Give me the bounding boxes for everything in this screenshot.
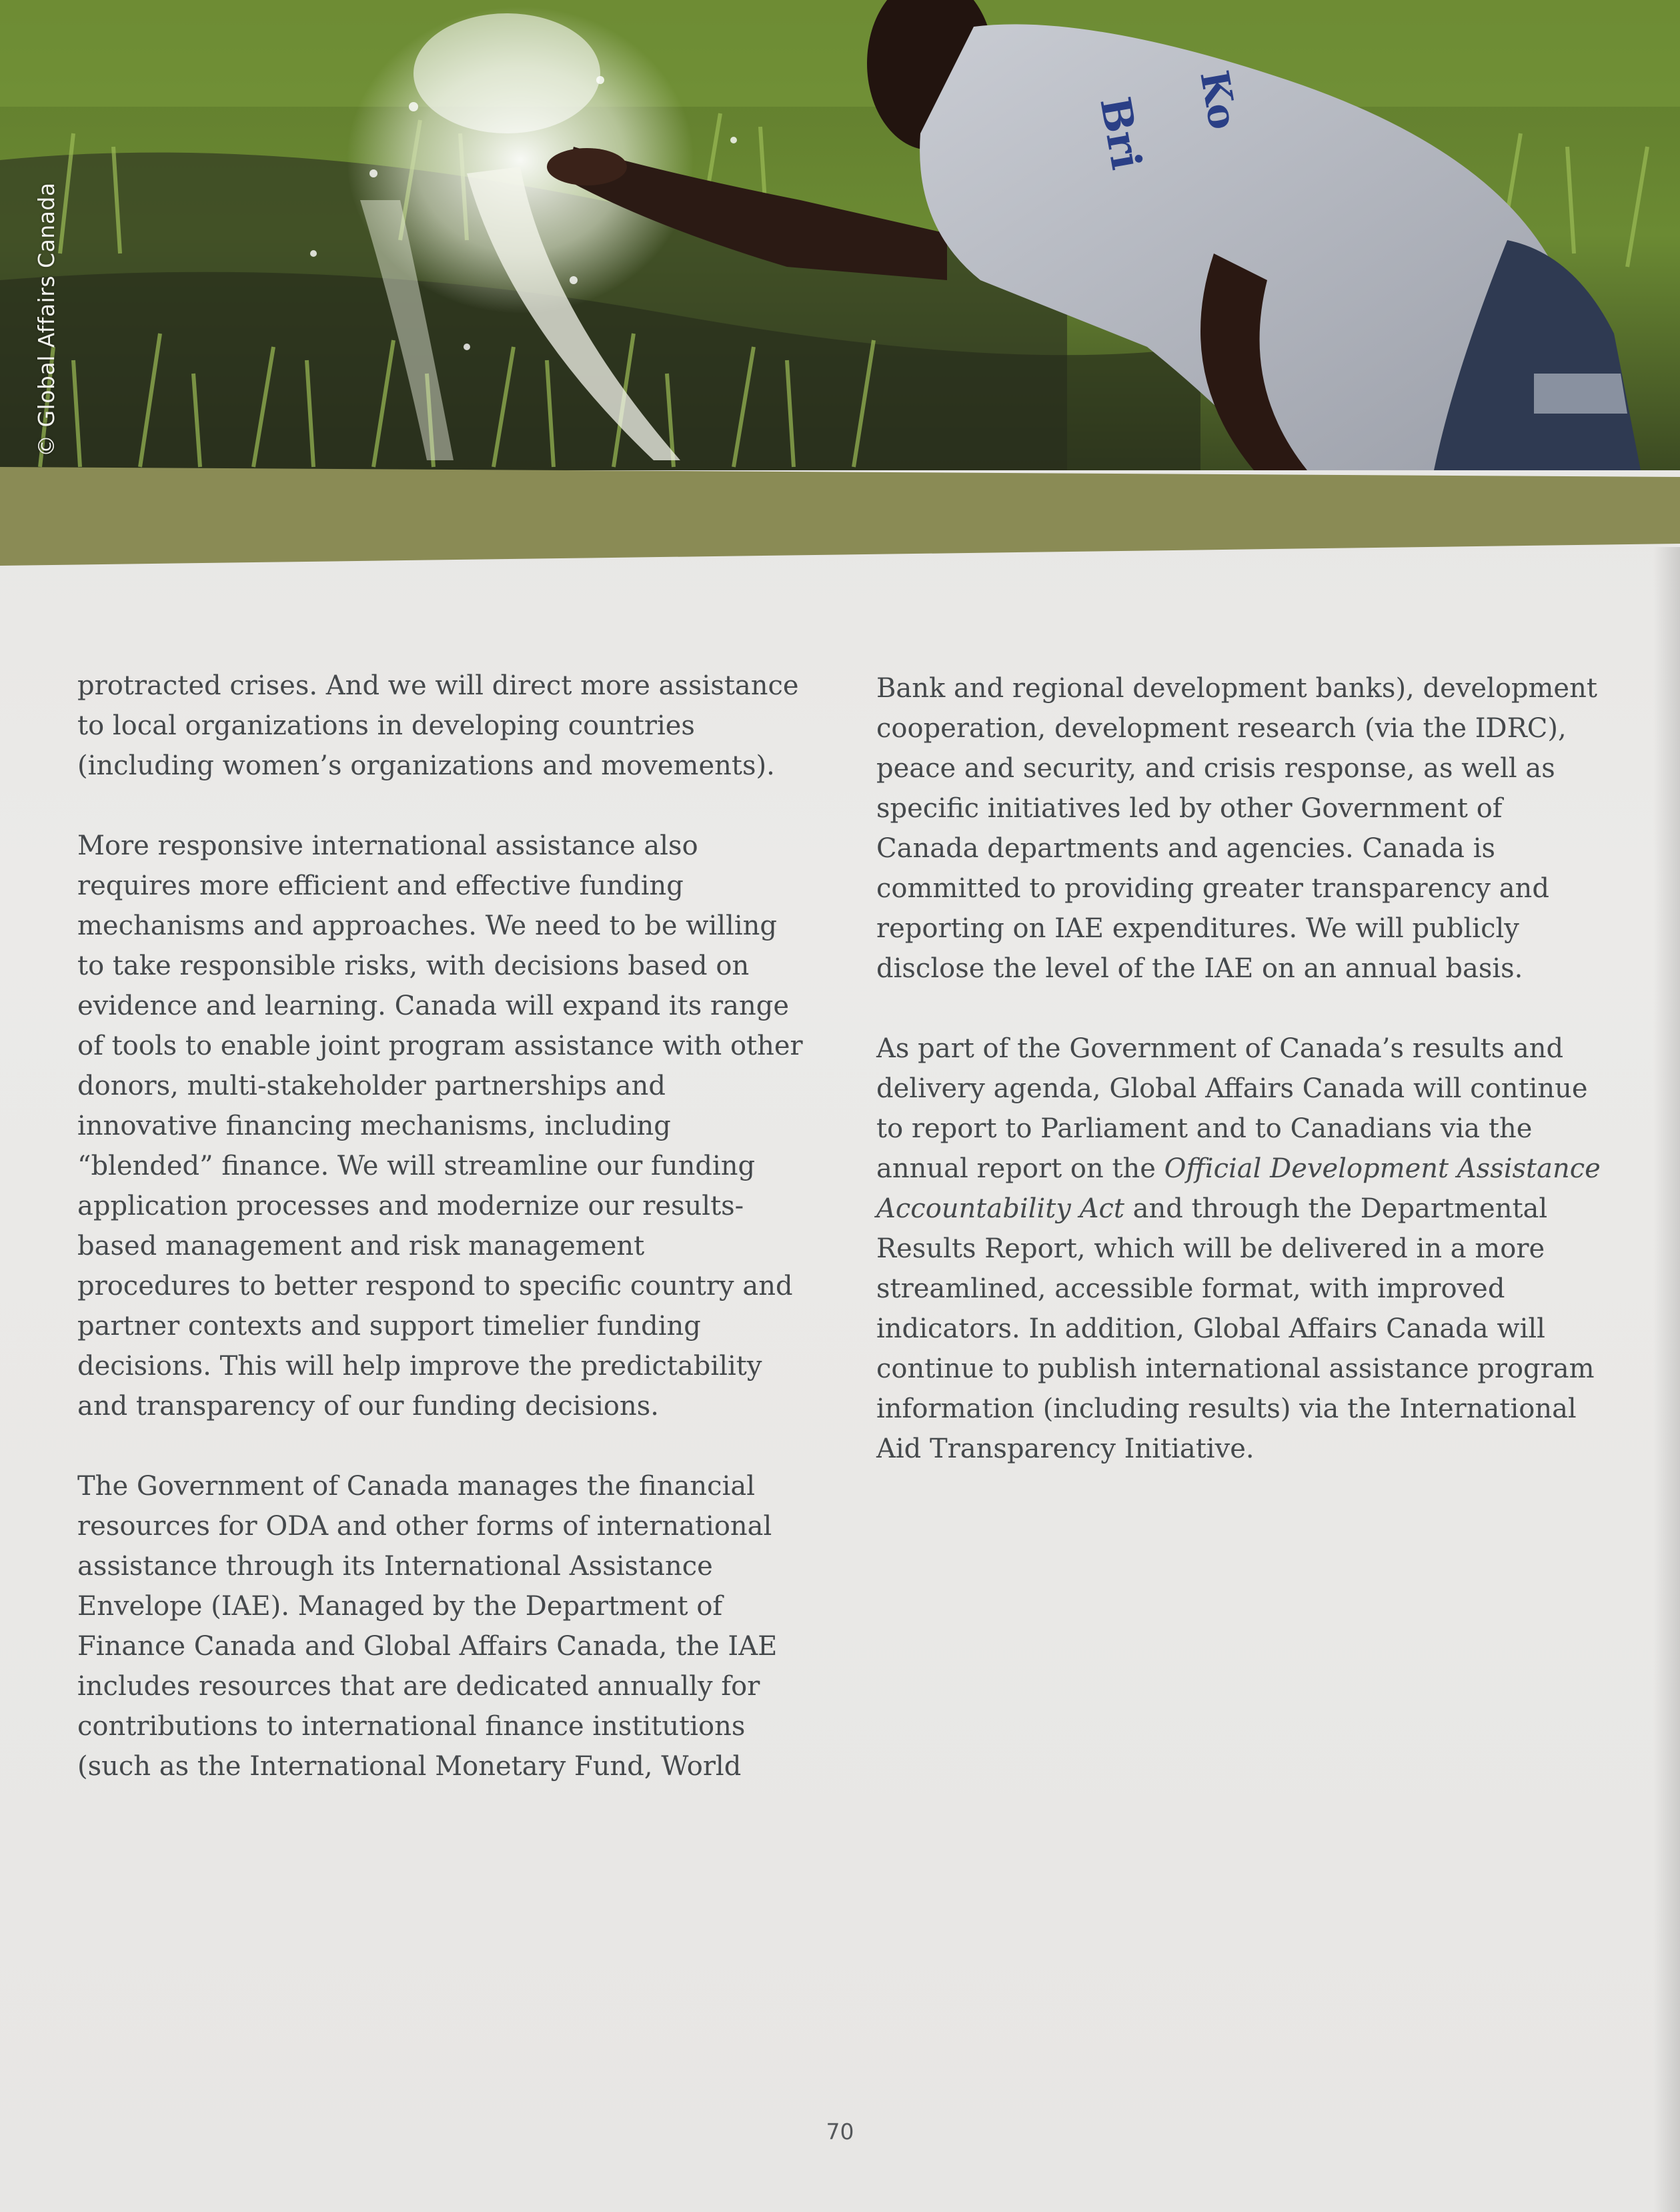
left-column	[77, 666, 804, 1826]
paragraph: The Government of Canada manages the financial resources for ODA and other forms of international assistance through its International Assistance Envelope (IAE). Managed by the Department of Finance Canada and Global Affairs Canada, the IAE includes resources that are dedicated annually for contributions to international finance institutions (such as the International Monetary Fund, World	[77, 1471, 778, 1782]
paragraph-text: and through the Departmental Results Report, which will be delivered in a more streamlined, accessible format, with improved indicators. In addition, Global Affairs Canada will continue to publish international assistance program information (including results) via the International Aid Transparency Initiative.	[876, 1193, 1595, 1464]
shirt-print: Bri	[1090, 93, 1151, 173]
paragraph: Bank and regional development banks), development cooperation, development research (via the IDRC), peace and security, and crisis response, as well as specific initiatives led by other Government of Canada departments and agencies. Canada is committed to providing greater transparency and reporting on IAE expenditures. We will publicly disclose the level of the IAE on an annual basis.	[876, 673, 1597, 984]
act-title: Official Development Assistance Accountability Act	[876, 1153, 1601, 1224]
photo-credit: © Global Affairs Canada	[33, 182, 59, 457]
header-photo	[0, 0, 1680, 470]
paragraph	[876, 1029, 1610, 1469]
page-number: 70	[826, 2119, 854, 2145]
paragraph-text: As part of the Government of Canada’s results and delivery agenda, Global Affairs Canada will continue to report to Parliament and to Canadians via the annual report on the	[876, 1033, 1588, 1184]
paragraph: More responsive international assistance also requires more efficient and effective funding mechanisms and approaches. We need to be willing to take responsible risks, with decisions based on evidence and learning. Canada will expand its range of tools to enable joint program assistance with other donors, multi-stakeholder partnerships and innovative financing mechanisms, including “blended” finance. We will streamline our funding application processes and modernize our results-based management and risk management procedures to better respond to specific country and partner contexts and support timelier funding decisions. This will help improve the predictability and transparency of our funding decisions.	[77, 831, 803, 1422]
right-column	[876, 668, 1610, 1509]
shirt-print: Ko	[1191, 67, 1246, 133]
page-edge-shadow	[1653, 547, 1680, 2212]
olive-band	[0, 467, 1680, 567]
paragraph: protracted crises. And we will direct more assistance to local organizations in developing countries (including women’s organizations and movements).	[77, 670, 799, 781]
